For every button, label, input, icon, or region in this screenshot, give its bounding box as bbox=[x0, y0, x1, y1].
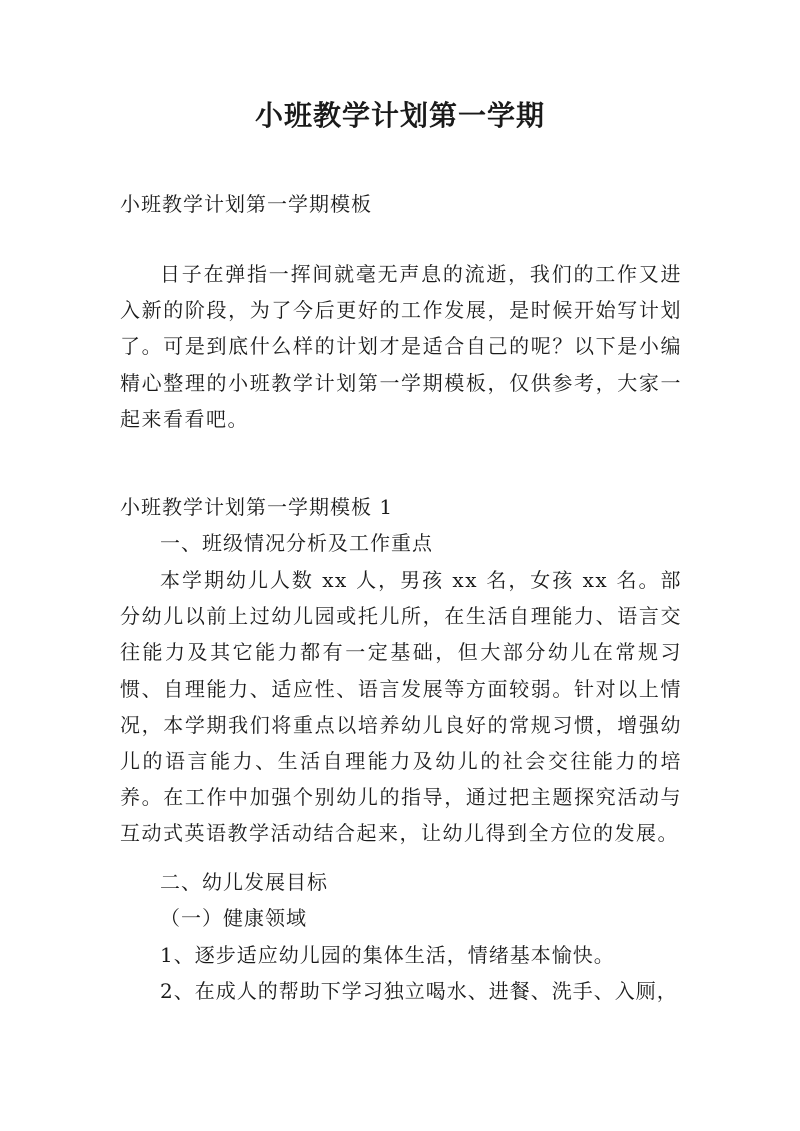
list-item: 1、逐步适应幼儿园的集体生活，情绪基本愉快。 bbox=[160, 943, 615, 967]
document-subtitle: 小班教学计划第一学期模板 bbox=[120, 192, 372, 216]
section1-heading: 一、班级情况分析及工作重点 bbox=[160, 531, 433, 555]
section2-heading: 二、幼儿发展目标 bbox=[160, 870, 328, 894]
list-item: 2、在成人的帮助下学习独立喝水、进餐、洗手、入厕， bbox=[160, 979, 678, 1003]
template-heading: 小班教学计划第一学期模板 1 bbox=[120, 495, 394, 519]
document-title: 小班教学计划第一学期 bbox=[254, 99, 545, 132]
section1-body-paragraph: 本学期幼儿人数 xx 人，男孩 xx 名，女孩 xx 名。部分幼儿以前上过幼儿园或托儿所，在生活自理能力、语言交往能力及其它能力都有一定基础，但大部分幼儿在常规习惯、自理能力、适应性、语言发展等方面较弱。针对以上情况，本学期我们将重点以培养幼儿良好的常规习惯，增强幼儿的语言能力、生活自理能力及幼儿的社会交往能力的培养。在工作中加强个别幼儿的指导，通过把主题探究活动与互动式英语教学活动结合起来，让幼儿得到全方位的发展。 bbox=[120, 568, 682, 846]
intro-paragraph: 日子在弹指一挥间就毫无声息的流逝，我们的工作又进入新的阶段，为了今后更好的工作发展，是时候开始写计划了。可是到底什么样的计划才是适合自己的呢？以下是小编精心整理的小班教学计划第一学期模板，仅供参考，大家一起来看看吧。 bbox=[120, 262, 682, 431]
health-domain-heading: （一）健康领域 bbox=[160, 906, 307, 930]
